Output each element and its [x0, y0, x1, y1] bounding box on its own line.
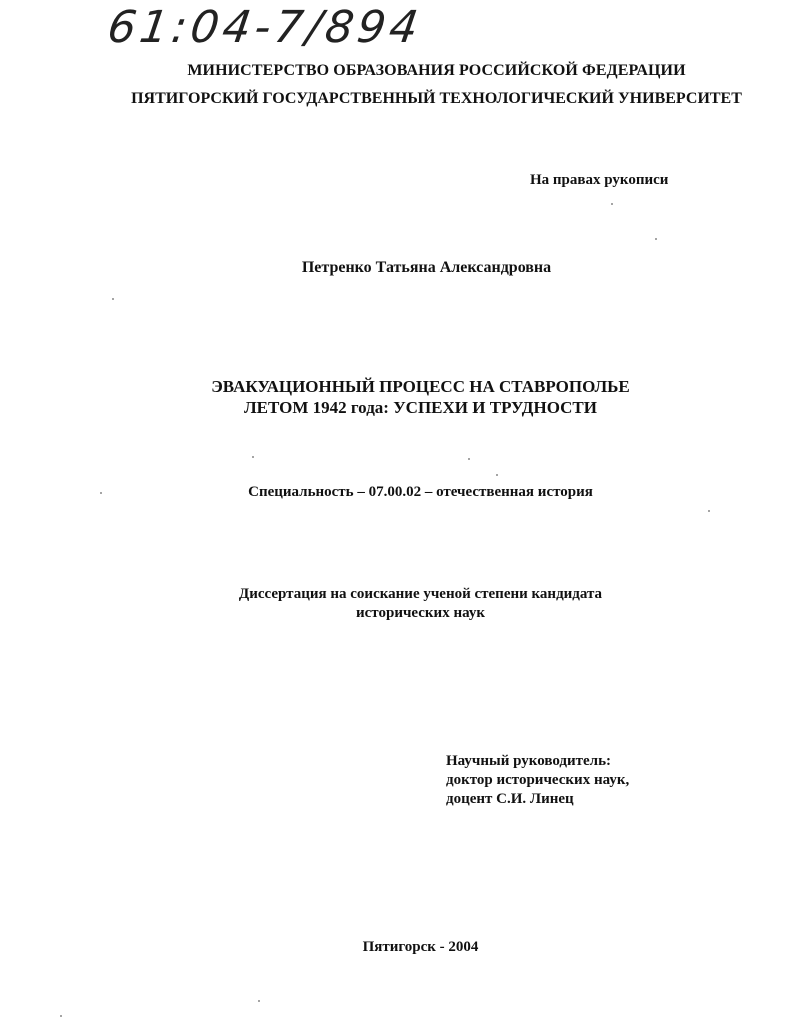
- specialty-line: Специальность – 07.00.02 – отечественная история: [248, 484, 593, 500]
- dissertation-degree-line-2: исторических наук: [356, 605, 485, 621]
- scan-speck: [100, 492, 102, 494]
- advisor-block: [446, 752, 629, 809]
- city-year: Пятигорск - 2004: [362, 939, 479, 955]
- thesis-title-line-2: ЛЕТОМ 1942 года: УСПЕХИ И ТРУДНОСТИ: [244, 398, 597, 417]
- scan-speck: [252, 456, 254, 458]
- thesis-title-line-1: ЭВАКУАЦИОННЫЙ ПРОЦЕСС НА СТАВРОПОЛЬЕ: [211, 377, 630, 396]
- handwritten-archive-code: 61:04-7/894: [104, 2, 426, 53]
- scan-speck: [468, 458, 470, 460]
- dissertation-degree-line-1: Диссертация на соискание ученой степени кандидата: [238, 586, 603, 602]
- ministry-heading: МИНИСТЕРСТВО ОБРАЗОВАНИЯ РОССИЙСКОЙ ФЕДЕРАЦИИ: [187, 62, 686, 79]
- scan-speck: [112, 298, 114, 300]
- advisor-degree: доктор исторических наук,: [446, 772, 630, 788]
- advisor-label: Научный руководитель:: [446, 753, 611, 769]
- scan-speck: [708, 510, 710, 512]
- university-heading: ПЯТИГОРСКИЙ ГОСУДАРСТВЕННЫЙ ТЕХНОЛОГИЧЕСКИЙ УНИВЕРСИТЕТ: [131, 90, 742, 107]
- advisor-name: доцент С.И. Линец: [446, 791, 574, 807]
- rights-note: На правах рукописи: [530, 172, 669, 188]
- scan-speck: [60, 1015, 62, 1017]
- scan-speck: [655, 238, 657, 240]
- author-name: Петренко Татьяна Александровна: [301, 259, 552, 276]
- scan-speck: [496, 474, 498, 476]
- scan-speck: [611, 203, 613, 205]
- scan-speck: [258, 1000, 260, 1002]
